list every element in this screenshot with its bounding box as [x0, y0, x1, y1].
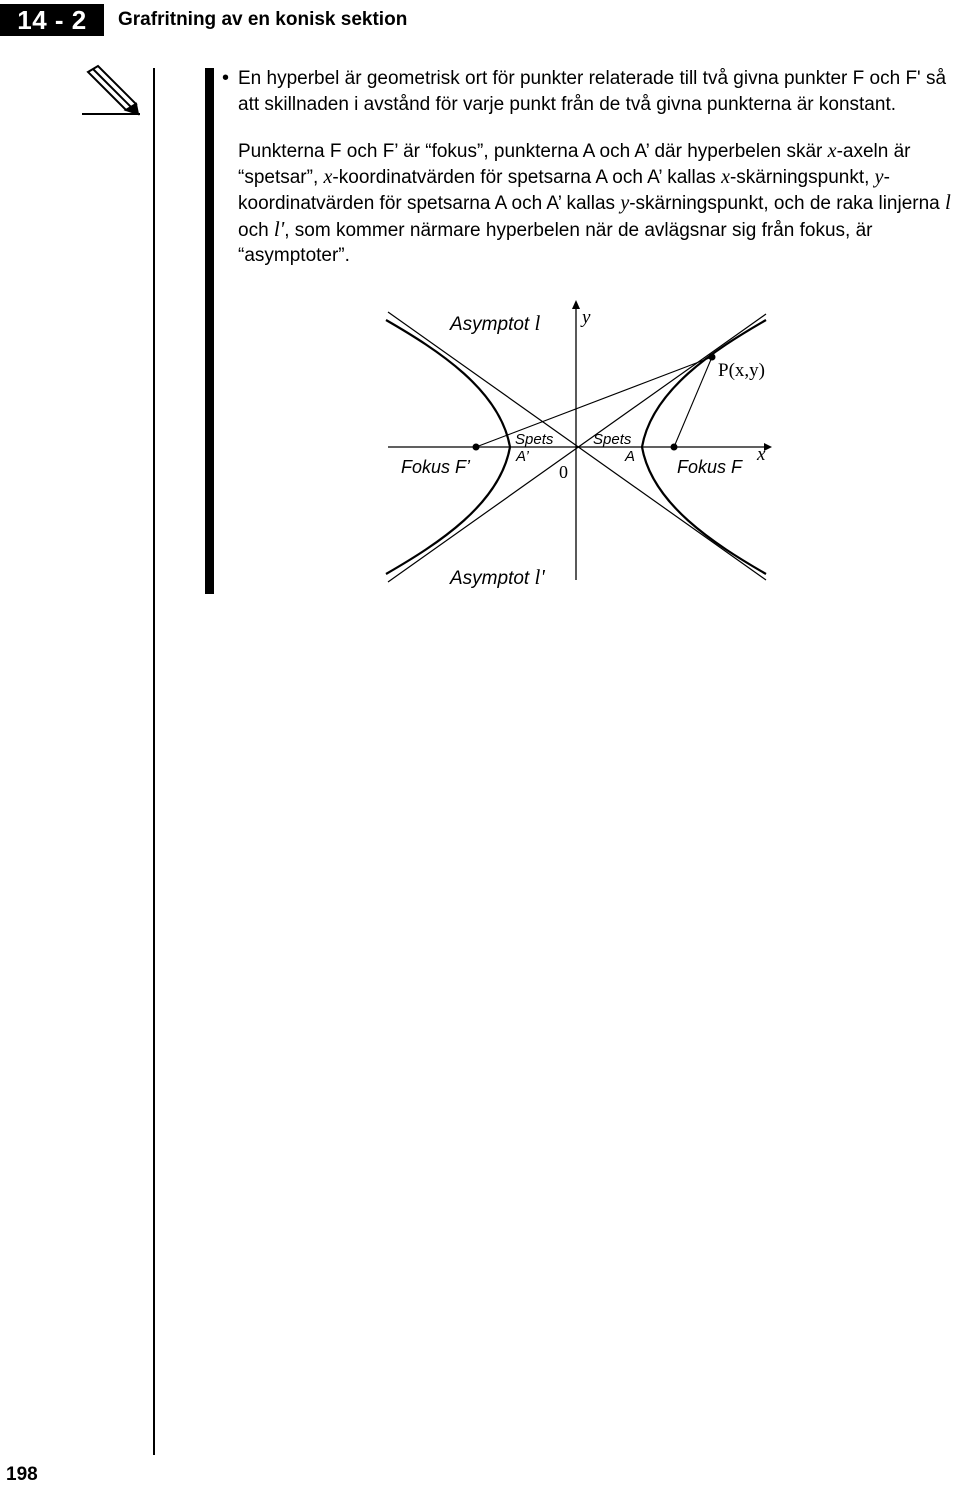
vertex-left-letter: A’: [516, 448, 529, 465]
para-text: -koordinatvärden för spetsarna A och A’ kallas: [332, 166, 722, 188]
pencil-icon: [80, 64, 142, 116]
para-text: -skärningspunkt, och de raka linjerna: [629, 193, 946, 214]
vertex-right-letter: A: [625, 448, 636, 465]
math-l: l: [945, 190, 951, 214]
math-x: x: [827, 140, 837, 162]
point-p-label: P(x,y): [718, 360, 765, 381]
note-text: [222, 66, 952, 269]
asymptote-l-prime-label: Asymptot l': [450, 565, 545, 589]
x-axis-label: x: [757, 444, 766, 465]
math-x: x: [721, 165, 730, 188]
para-text: , som kommer närmare hyperbelen när de avlägsnar sig från fokus, är “asymptoter”.: [238, 219, 873, 266]
para-text: och: [238, 219, 274, 241]
margin-rule: [153, 68, 155, 1455]
section-number: 14 - 2: [0, 4, 104, 36]
bullet-item: [222, 66, 952, 117]
focus-left-point: [473, 444, 480, 451]
math-l-prime: l': [273, 216, 285, 241]
intro-text: En hyperbel är geometrisk ort för punkter relaterade till två givna punkter F och F' så att skillnaden i avstånd för varje punkt från de två givna punkterna är konstant.: [238, 68, 947, 115]
para-text: -koordinatvärden för spetsarna A och A’ kallas: [238, 166, 890, 214]
focus-left-label: Fokus F’: [401, 457, 471, 477]
math-y: y: [874, 165, 884, 188]
y-axis-label: y: [582, 307, 591, 328]
page-number: 198: [6, 1464, 38, 1485]
vertex-right-label: Spets: [593, 431, 632, 448]
para-text: -skärningspunkt,: [729, 166, 875, 188]
note-bar: [205, 68, 214, 594]
para-text: -axeln är “spetsar”,: [238, 141, 911, 188]
vertex-left-label: Spets: [515, 431, 554, 448]
para-text: Punkterna F och F’ är “fokus”, punkterna A och A’ där hyperbelen skär: [238, 141, 828, 162]
focus-right-point: [671, 444, 678, 451]
hyperbola-diagram: [360, 296, 800, 596]
math-y: y: [620, 192, 630, 214]
y-axis-arrow: [572, 300, 580, 309]
origin-label: 0: [559, 462, 568, 482]
focus-right-label: Fokus F: [677, 457, 743, 477]
asymptote-l-label: Asymptot l: [450, 311, 541, 335]
bullet: •: [222, 67, 230, 89]
math-x: x: [323, 165, 333, 188]
point-p: [709, 354, 716, 361]
section-title: Grafritning av en konisk sektion: [118, 9, 408, 30]
asymptote-l-line: [388, 312, 766, 580]
asymptote-l-prime-line: [388, 314, 766, 582]
definition-paragraph: [238, 139, 952, 269]
